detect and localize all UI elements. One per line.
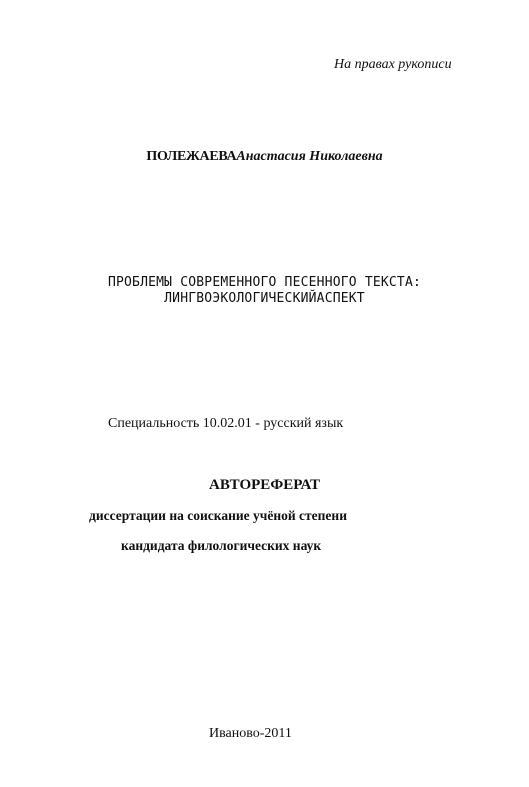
dissertation-title-line-2: ЛИНГВОЭКОЛОГИЧЕСКИЙАСПЕКТ <box>164 291 365 306</box>
abstract-heading: АВТОРЕФЕРАТ <box>209 477 320 493</box>
author-given-name: Анастасия Николаевна <box>236 149 383 164</box>
degree-line-1: диссертации на соискание учёной степени <box>89 508 347 523</box>
city-year: Иваново-2011 <box>209 726 292 741</box>
author-name <box>0 149 529 165</box>
author-surname: ПОЛЕЖАЕВА <box>146 149 237 164</box>
dissertation-title-line-1: ПРОБЛЕМЫ СОВРЕМЕННОГО ПЕСЕННОГО ТЕКСТА: <box>107 275 422 290</box>
degree-line-2: кандидата филологических наук <box>121 538 322 553</box>
manuscript-note: На правах рукописи <box>334 57 452 72</box>
specialty-line: Специальность 10.02.01 - русский язык <box>108 416 344 431</box>
